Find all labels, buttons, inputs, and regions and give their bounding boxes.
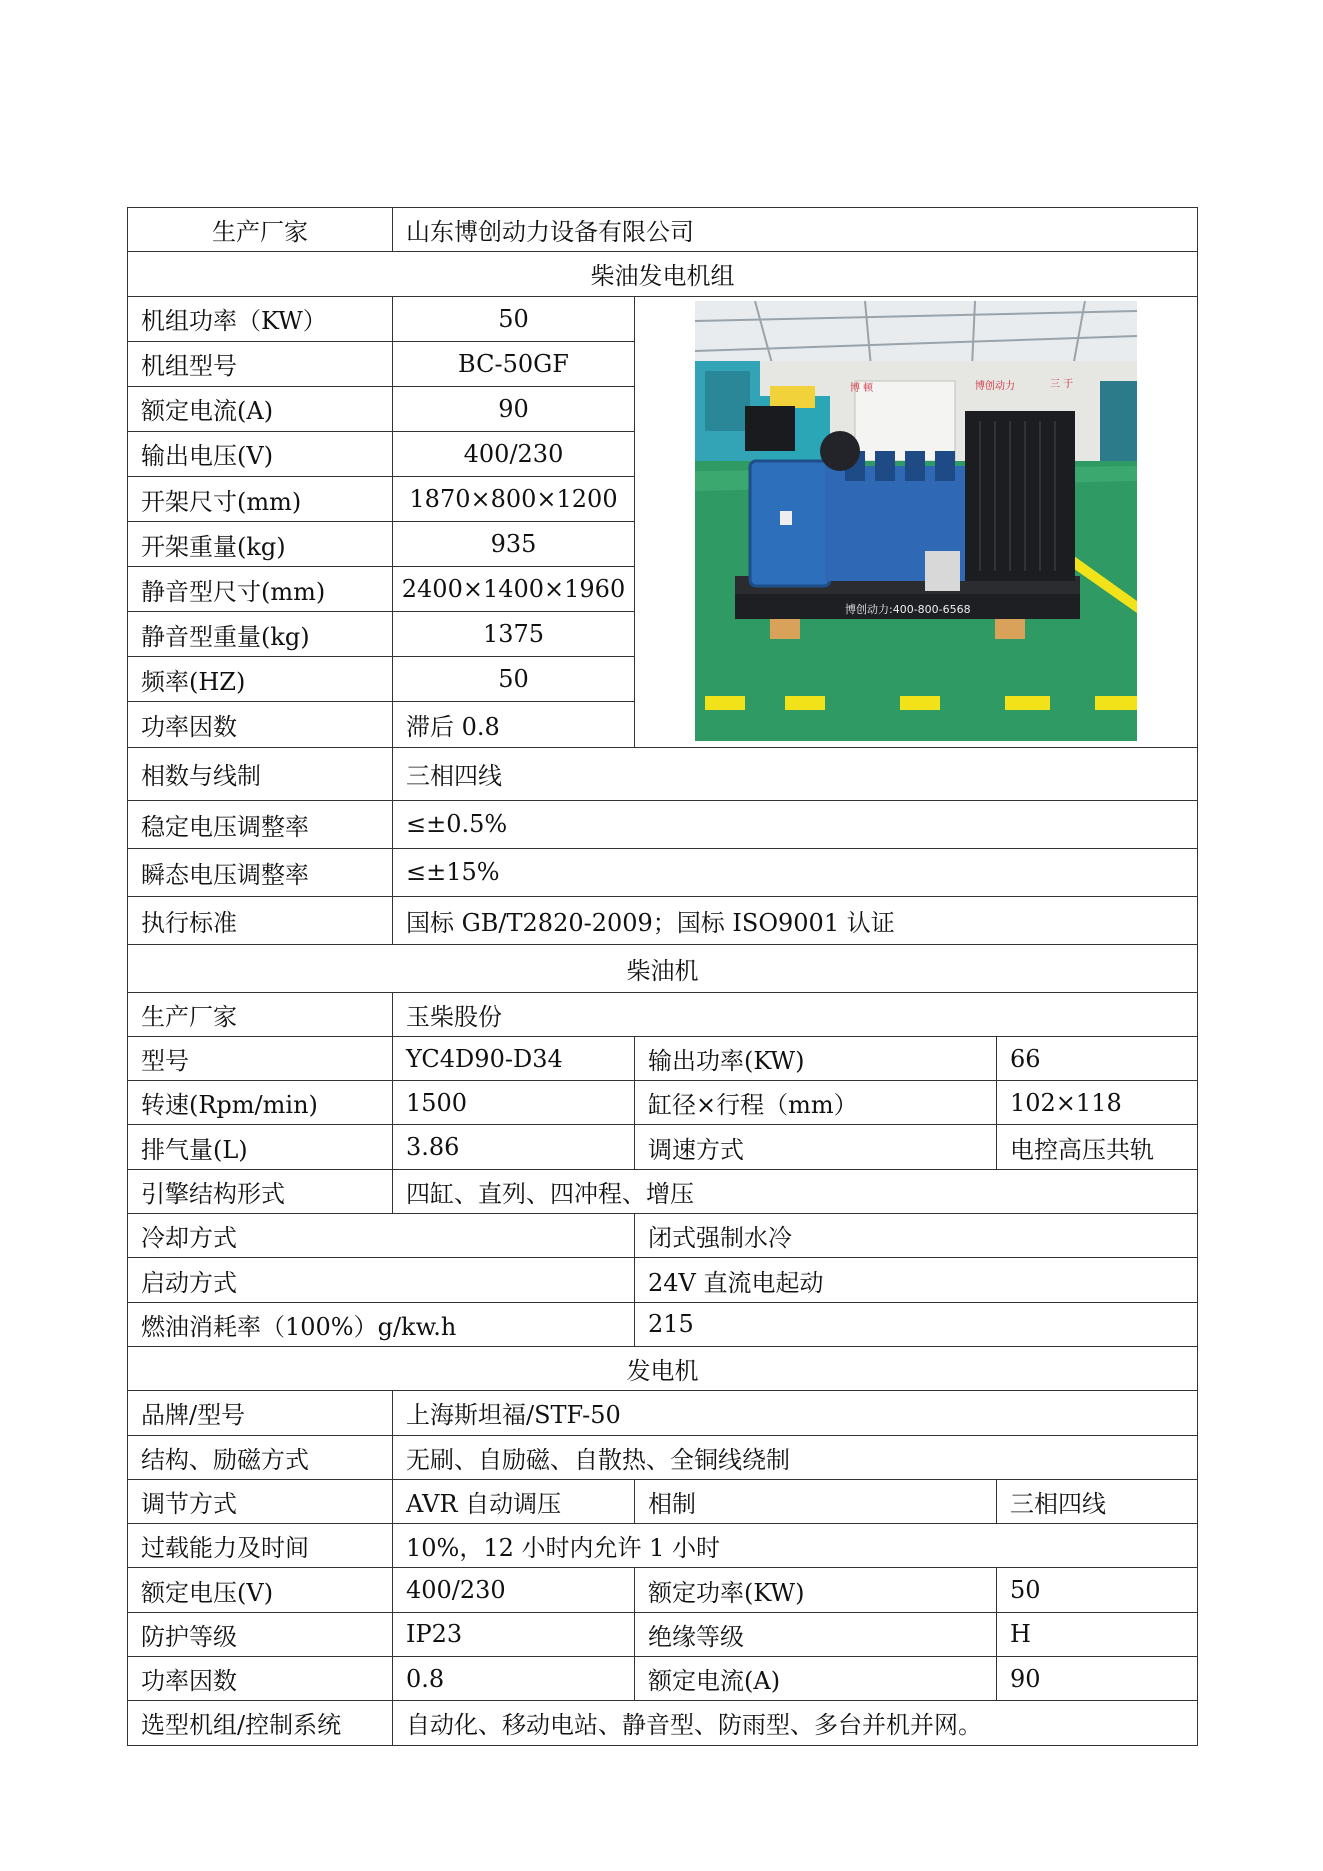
- spec-value: 1870×800×1200: [393, 476, 635, 521]
- spec-label: 防护等级: [128, 1612, 393, 1656]
- spec-value: ≤±15%: [393, 848, 1198, 896]
- spec-label: 功率因数: [128, 702, 393, 747]
- spec-label: 机组功率（KW）: [128, 296, 393, 341]
- spec-value: 三相四线: [997, 1479, 1198, 1523]
- spec-value: 215: [635, 1302, 1198, 1346]
- spec-value: 66: [997, 1036, 1198, 1080]
- spec-label: 稳定电压调整率: [128, 800, 393, 848]
- spec-value: 无刷、自励磁、自散热、全铜线绕制: [393, 1435, 1198, 1479]
- spec-value: 90: [997, 1657, 1198, 1701]
- spec-value: 1375: [393, 612, 635, 657]
- spec-label: 结构、励磁方式: [128, 1435, 393, 1479]
- spec-label: 额定电流(A): [128, 386, 393, 431]
- spec-label: 生产厂家: [128, 992, 393, 1036]
- spec-value: 10%，12 小时内允许 1 小时: [393, 1524, 1198, 1568]
- spec-value: BC-50GF: [393, 341, 635, 386]
- spec-value: YC4D90-D34: [393, 1036, 635, 1080]
- photo-caption: 博创动力:400-800-6568: [845, 602, 971, 616]
- spec-label: 相制: [635, 1479, 997, 1523]
- spec-label: 排气量(L): [128, 1125, 393, 1169]
- spec-label: 瞬态电压调整率: [128, 848, 393, 896]
- spec-value: AVR 自动调压: [393, 1479, 635, 1523]
- spec-label: 额定电压(V): [128, 1568, 393, 1612]
- photo-wall-text: 博创动力: [975, 380, 1016, 392]
- spec-label: 品牌/型号: [128, 1391, 393, 1435]
- spec-value: 玉柴股份: [393, 992, 1198, 1036]
- photo-cell: [635, 296, 1198, 747]
- spec-value: 电控高压共轨: [997, 1125, 1198, 1169]
- spec-label: 额定功率(KW): [635, 1568, 997, 1612]
- spec-value: 24V 直流电起动: [635, 1258, 1198, 1302]
- spec-label: 开架尺寸(mm): [128, 476, 393, 521]
- spec-table: [127, 207, 1198, 1746]
- spec-label: 静音型重量(kg): [128, 612, 393, 657]
- spec-label: 调节方式: [128, 1479, 393, 1523]
- spec-value: 三相四线: [393, 747, 1198, 800]
- spec-value: 400/230: [393, 1568, 635, 1612]
- spec-label: 输出功率(KW): [635, 1036, 997, 1080]
- section-title-engine: 柴油机: [128, 944, 1198, 992]
- spec-value: IP23: [393, 1612, 635, 1656]
- spec-value: H: [997, 1612, 1198, 1656]
- photo-wall-text: 博 顿: [850, 382, 874, 394]
- generator-photo: [695, 301, 1137, 741]
- spec-label: 频率(HZ): [128, 657, 393, 702]
- spec-value: 国标 GB/T2820-2009；国标 ISO9001 认证: [393, 896, 1198, 944]
- spec-value: 0.8: [393, 1657, 635, 1701]
- spec-value: 3.86: [393, 1125, 635, 1169]
- spec-value: 2400×1400×1960: [393, 567, 635, 612]
- spec-label: 过载能力及时间: [128, 1524, 393, 1568]
- spec-value: 四缸、直列、四冲程、增压: [393, 1169, 1198, 1213]
- spec-value: ≤±0.5%: [393, 800, 1198, 848]
- spec-label: 开架重量(kg): [128, 522, 393, 567]
- spec-value: 400/230: [393, 431, 635, 476]
- spec-label: 额定电流(A): [635, 1657, 997, 1701]
- spec-label: 冷却方式: [128, 1214, 635, 1258]
- maker-label: 生产厂家: [128, 208, 393, 252]
- spec-label: 引擎结构形式: [128, 1169, 393, 1213]
- spec-label: 绝缘等级: [635, 1612, 997, 1656]
- spec-value: 90: [393, 386, 635, 431]
- section-title-alternator: 发电机: [128, 1346, 1198, 1390]
- spec-label: 相数与线制: [128, 747, 393, 800]
- maker-value: 山东博创动力设备有限公司: [393, 208, 1198, 252]
- spec-label: 机组型号: [128, 341, 393, 386]
- spec-label: 静音型尺寸(mm): [128, 567, 393, 612]
- spec-label: 功率因数: [128, 1657, 393, 1701]
- spec-value: 50: [393, 296, 635, 341]
- spec-value: 102×118: [997, 1081, 1198, 1125]
- spec-label: 选型机组/控制系统: [128, 1701, 393, 1745]
- spec-label: 型号: [128, 1036, 393, 1080]
- spec-value: 滞后 0.8: [393, 702, 635, 747]
- spec-label: 执行标准: [128, 896, 393, 944]
- spec-value: 上海斯坦福/STF-50: [393, 1391, 1198, 1435]
- spec-value: 自动化、移动电站、静音型、防雨型、多台并机并网。: [393, 1701, 1198, 1745]
- spec-value: 1500: [393, 1081, 635, 1125]
- spec-label: 启动方式: [128, 1258, 635, 1302]
- section-title-genset: 柴油发电机组: [128, 252, 1198, 296]
- photo-wall-text: 三 于: [1050, 378, 1074, 390]
- spec-label: 调速方式: [635, 1125, 997, 1169]
- spec-value: 50: [393, 657, 635, 702]
- spec-value: 935: [393, 522, 635, 567]
- spec-label: 燃油消耗率（100%）g/kw.h: [128, 1302, 635, 1346]
- spec-value: 闭式强制水冷: [635, 1214, 1198, 1258]
- spec-label: 转速(Rpm/min): [128, 1081, 393, 1125]
- spec-value: 50: [997, 1568, 1198, 1612]
- spec-label: 缸径×行程（mm）: [635, 1081, 997, 1125]
- spec-label: 输出电压(V): [128, 431, 393, 476]
